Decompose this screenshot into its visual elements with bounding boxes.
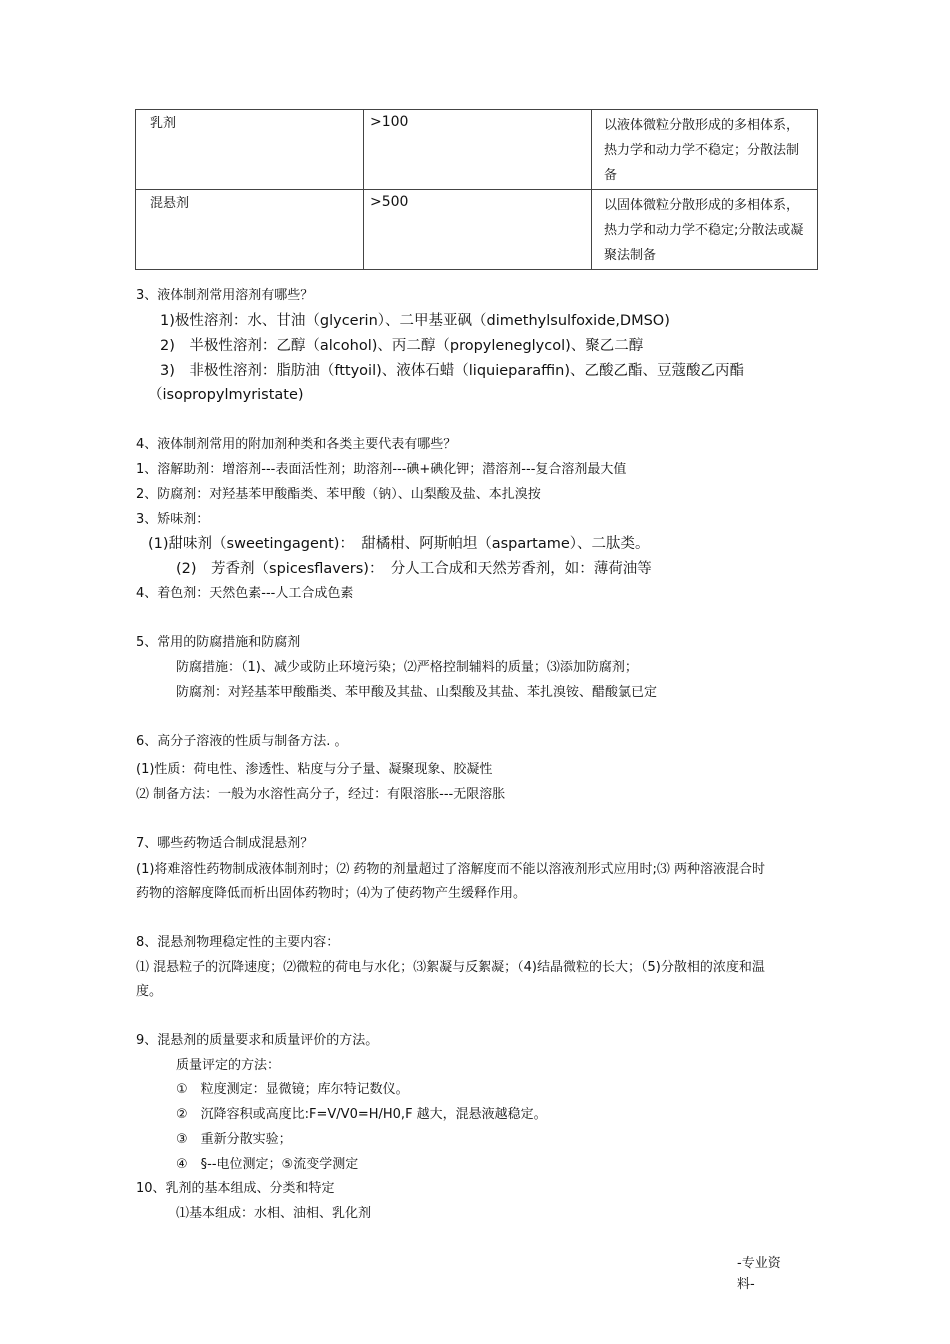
text-line: (1)性质：荷电性、渗透性、粘度与分子量、凝聚现象、胶凝性	[136, 762, 493, 777]
text-line: 质量评定的方法：	[176, 1058, 281, 1073]
list-item: ④ §--电位测定；⑤流变学测定	[176, 1157, 359, 1172]
list-item: ① 粒度测定：显微镜；库尔特记数仪。	[176, 1082, 409, 1097]
question-heading: 7、哪些药物适合制成混悬剂？	[136, 836, 314, 851]
text-line: ⑴ 混悬粒子的沉降速度；⑵微粒的荷电与水化；⑶絮凝与反絮凝；（4)结晶微粒的长大；（5)分散相的浓度和温	[136, 960, 765, 975]
table-row	[136, 190, 818, 270]
text-line: (1)甜味剂（sweetingagent)： 甜橘柑、阿斯帕坦（aspartame）、二肽类。	[148, 536, 650, 552]
question-heading: 3、液体制剂常用溶剂有哪些？	[136, 288, 314, 303]
question-heading: 6、高分子溶液的性质与制备方法. 。	[136, 734, 348, 749]
page-footer: -专业资料-	[737, 1256, 781, 1292]
table-cell-name: 乳剂	[136, 110, 364, 190]
list-item: ② 沉降容积或高度比:F=V/V0=H/H0,F 越大，混悬液越稳定。	[176, 1107, 547, 1122]
text-line: (2) 芳香剂（spicesflavers)： 分人工合成和天然芳香剂，如：薄荷油等	[176, 561, 652, 577]
text-line: （isopropylmyristate)	[148, 387, 304, 403]
text-line: 2) 半极性溶剂：乙醇（alcohol)、丙二醇（propyleneglycol)、聚乙二醇	[160, 338, 644, 354]
table-row	[136, 110, 818, 190]
question-heading: 9、混悬剂的质量要求和质量评价的方法。	[136, 1033, 379, 1048]
table-cell-desc: 以液体微粒分散形成的多相体系，热力学和动力学不稳定；分散法制备	[592, 110, 818, 190]
text-line: 2、防腐剂：对羟基苯甲酸酯类、苯甲酸（钠）、山梨酸及盐、本扎溴按	[136, 487, 541, 502]
text-line: 防腐措施：（1)、减少或防止环境污染；⑵严格控制辅料的质量；⑶添加防腐剂；	[176, 660, 638, 675]
question-heading: 5、常用的防腐措施和防腐剂	[136, 635, 301, 650]
text-line: 4、着色剂：天然色素---人工合成色素	[136, 586, 354, 601]
text-line: 防腐剂：对羟基苯甲酸酯类、苯甲酸及其盐、山梨酸及其盐、苯扎溴铵、醋酸氯已定	[176, 685, 658, 700]
text-line: 1、溶解助剂：增溶剂---表面活性剂；助溶剂---碘+碘化钾；潜溶剂---复合溶剂最大值	[136, 462, 627, 477]
text-line: (1)将难溶性药物制成液体制剂时；⑵ 药物的剂量超过了溶解度而不能以溶液剂形式应用时;⑶ 两种溶液混合时	[136, 862, 766, 877]
table-cell-desc: 以固体微粒分散形成的多相体系，热力学和动力学不稳定;分散法或凝聚法制备	[592, 190, 818, 270]
table-cell-size: >100	[364, 110, 592, 190]
text-line: 药物的溶解度降低而析出固体药物时；⑷为了使药物产生缓释作用。	[136, 886, 527, 901]
table-cell-name: 混悬剂	[136, 190, 364, 270]
question-heading: 10、乳剂的基本组成、分类和特定	[136, 1181, 335, 1196]
question-heading: 8、混悬剂物理稳定性的主要内容：	[136, 935, 340, 950]
text-line: 3、矫味剂：	[136, 512, 210, 527]
text-line: 1)极性溶剂：水、甘油（glycerin）、二甲基亚砜（dimethylsulfoxide,DMSO)	[160, 313, 670, 329]
table-cell-size: >500	[364, 190, 592, 270]
list-item: ③ 重新分散实验；	[176, 1132, 292, 1147]
text-line: 3) 非极性溶剂：脂肪油（fttyoil)、液体石蜡（liquieparaffin)、乙酸乙酯、豆蔻酸乙丙酯	[160, 363, 744, 379]
text-line: 度。	[136, 984, 163, 999]
comparison-table	[135, 109, 818, 270]
question-heading: 4、液体制剂常用的附加剂种类和各类主要代表有哪些？	[136, 437, 457, 452]
text-line: ⑵ 制备方法：一般为水溶性高分子，经过：有限溶胀---无限溶胀	[136, 787, 506, 802]
text-line: ⑴基本组成：水相、油相、乳化剂	[176, 1206, 372, 1221]
